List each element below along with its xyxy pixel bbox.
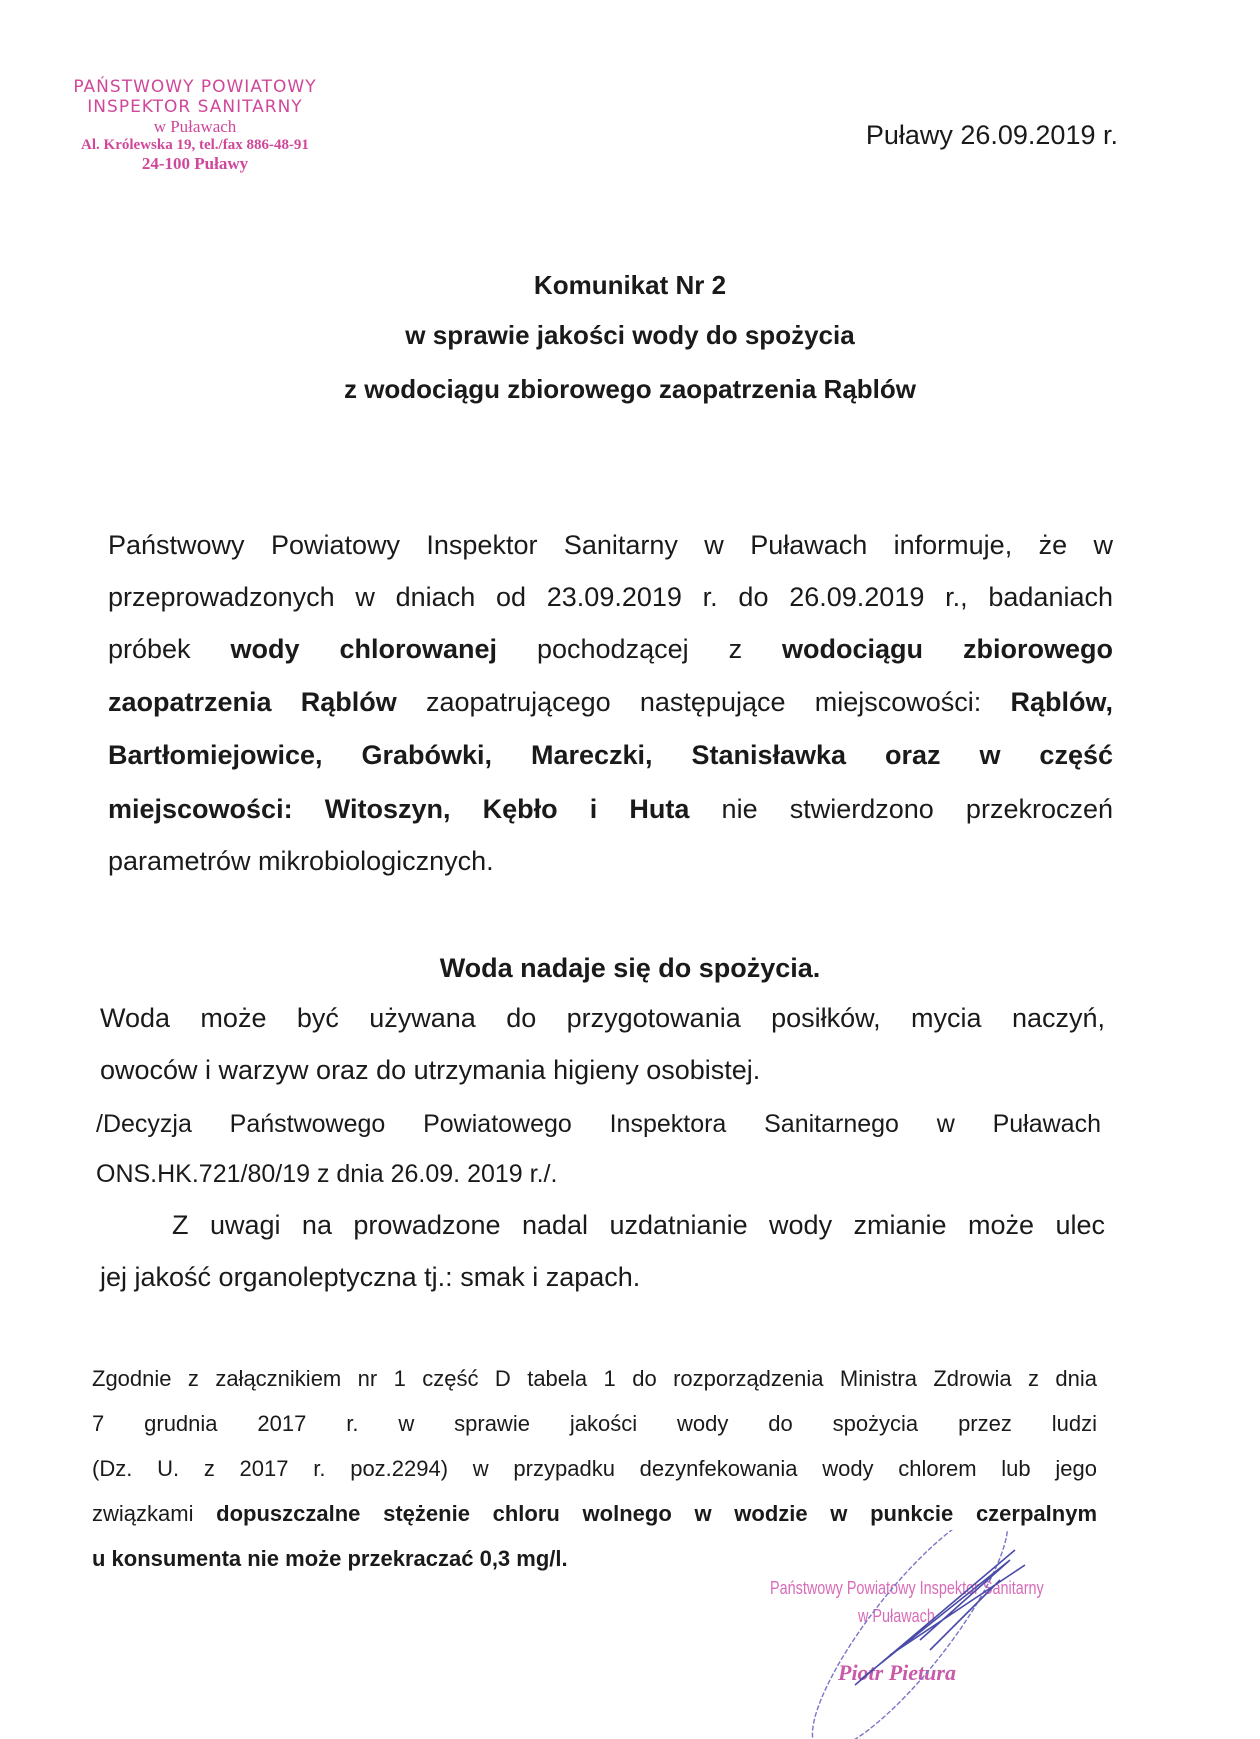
text-line — [108, 634, 1113, 665]
decision-line: ONS.HK.721/80/19 z dnia 26.09. 2019 r./. — [96, 1160, 558, 1188]
bold-text: Rąblów, — [1010, 687, 1113, 717]
text: 7 grudnia 2017 r. w sprawie jakości wody do spożycia przez ludzi — [92, 1411, 1097, 1436]
text-line — [92, 1501, 1097, 1527]
office-stamp — [40, 78, 350, 173]
text-line — [108, 530, 1113, 561]
document-title: Komunikat Nr 2 — [533, 270, 727, 300]
text-line — [108, 794, 1113, 825]
text: parametrów mikrobiologicznych. — [108, 846, 494, 876]
signatory-name: Piotr Pietura — [838, 1660, 956, 1685]
text-line — [108, 740, 1113, 771]
bold-text: zaopatrzenia Rąblów — [108, 687, 397, 717]
text: związkami — [92, 1501, 217, 1526]
handwritten-signature — [740, 1530, 1070, 1739]
text: Zgodnie z załącznikiem nr 1 część D tabela 1 do rozporządzenia Ministra Zdrowia z dnia — [92, 1366, 1097, 1391]
body-line: owoców i warzyw oraz do utrzymania higieny osobistej. — [100, 1055, 761, 1085]
bold-text: Bartłomiejowice, Grabówki, Mareczki, Stanisławka oraz w część — [108, 740, 1113, 770]
text-line — [108, 582, 1113, 613]
text-line — [92, 1456, 1097, 1482]
bold-text: dopuszczalne stężenie chloru wolnego w wodzie w punkcie czerpalnym — [216, 1501, 1098, 1526]
bold-text: miejscowości: Witoszyn, Kębło i Huta — [108, 794, 690, 824]
text-line — [108, 846, 1113, 877]
document-date: Puławy 26.09.2019 r. — [865, 120, 1118, 150]
stamp-line: w Puławach — [153, 117, 237, 137]
document-subtitle: z wodociągu zbiorowego zaopatrzenia Rąblów — [343, 374, 917, 404]
text: próbek — [108, 634, 231, 664]
text: Państwowy Powiatowy Inspektor Sanitarny w Puławach informuje, że w — [108, 530, 1113, 560]
verdict-heading: Woda nadaje się do spożycia. — [439, 953, 821, 983]
stamp-line: PAŃSTWOWY POWIATOWY — [73, 77, 317, 97]
text: (Dz. U. z 2017 r. poz.2294) w przypadku dezynfekowania wody chlorem lub jego — [92, 1456, 1097, 1481]
body-line: Z uwagi na prowadzone nadal uzdatnianie wody zmianie może ulec — [172, 1210, 1105, 1240]
signature-stamp-line: Państwowy Powiatowy Inspektor Sanitarny — [770, 1578, 1044, 1598]
bold-text: wodociągu zbiorowego — [782, 634, 1113, 664]
bold-text: u konsumenta nie może przekraczać 0,3 mg/l. — [92, 1546, 568, 1571]
signature-block — [740, 1530, 1070, 1739]
signature-stamp-line: w Puławach — [858, 1606, 935, 1626]
text: pochodzącej z — [497, 634, 783, 664]
stamp-line: 24-100 Puławy — [141, 153, 249, 173]
body-line: jej jakość organoleptyczna tj.: smak i zapach. — [100, 1262, 641, 1292]
stamp-line: Al. Królewska 19, tel./fax 886-48-91 — [81, 136, 309, 153]
text-line — [108, 687, 1113, 718]
text: przeprowadzonych w dniach od 23.09.2019 r. do 26.09.2019 r., badaniach — [108, 582, 1113, 612]
body-line: Woda może być używana do przygotowania posiłków, mycia naczyń, — [100, 1003, 1105, 1033]
document-subtitle: w sprawie jakości wody do spożycia — [405, 320, 855, 350]
bold-text: wody chlorowanej — [230, 634, 498, 664]
text: zaopatrującego następujące miejscowości: — [396, 687, 1011, 717]
text-line — [92, 1366, 1097, 1392]
text-line — [92, 1411, 1097, 1437]
text: nie stwierdzono przekroczeń — [689, 794, 1113, 824]
decision-line: /Decyzja Państwowego Powiatowego Inspektora Sanitarnego w Puławach — [96, 1110, 1101, 1138]
stamp-line: INSPEKTOR SANITARNY — [87, 96, 303, 117]
